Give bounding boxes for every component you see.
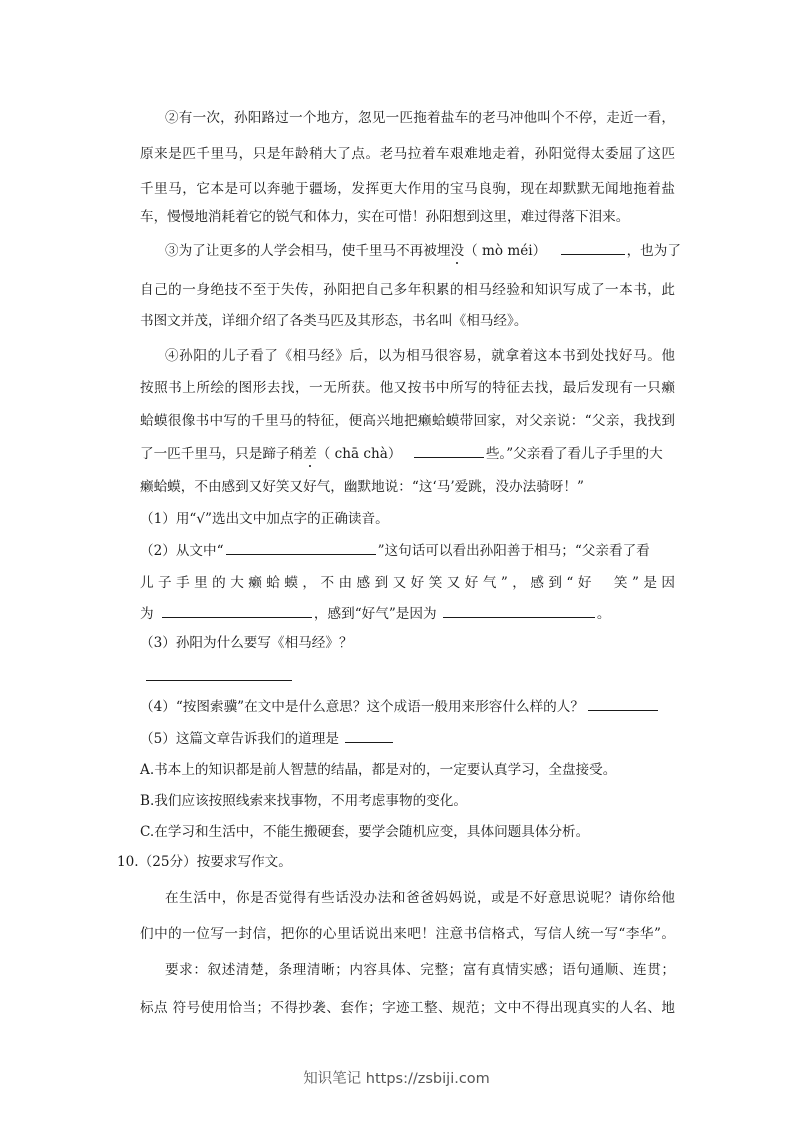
question-2-line-1 — [140, 540, 675, 560]
composition-line-3: 要求：叙述清楚，条理清晰；内容具体、完整；富有真情实感；语句通顺、连贯； — [165, 962, 675, 978]
question-1: （1）用“√”选出文中加点字的正确读音。 — [140, 511, 389, 527]
q2-text-wei: 为 — [140, 606, 154, 622]
p2-line-3: 千里马，它本是可以奔驰于疆场，发挥更大作用的宝马良驹，现在却默默无闻地拖着盐 — [140, 181, 675, 197]
dotted-char-mei: 没 — [450, 243, 465, 259]
question-4-line — [140, 696, 675, 716]
composition-line-1: 在生活中，你是否觉得有些话没办法和爸爸妈妈说，或是不好意思说呢？请你给他 — [165, 890, 675, 906]
composition-line-2: 们中的一位写一封信，把你的心里话说出来吧！注意书信格式，写信人统一写“李华”。 — [140, 926, 675, 942]
answer-blank-q4[interactable] — [588, 696, 658, 711]
answer-blank-q2-quote[interactable] — [226, 540, 376, 555]
question-2-line-2: 儿子手里的大癞蛤蟆，不由感到又好笑又好气”，感到“好 笑”是因 — [140, 575, 675, 591]
pinyin-options-cha: （ chā chà） — [316, 446, 402, 462]
q2-text-angry: ，感到“好气”是因为 — [313, 606, 437, 622]
q2-text-end: 。 — [596, 606, 611, 622]
answer-line-q3[interactable] — [146, 680, 292, 681]
answer-blank-cha[interactable] — [414, 443, 484, 458]
p3-text-c: ，也为了 — [626, 243, 681, 259]
p4-text-c: 些。”父亲看了看儿子手里的大 — [485, 446, 663, 462]
option-c: C.在学习和生活中，不能生搬硬套，要学会随机应变，具体问题具体分析。 — [140, 824, 590, 840]
p3-line-3: 书图文并茂，详细介绍了各类马匹及其形态，书名叫《相马经》。 — [140, 313, 528, 329]
dotted-char-cha: 差 — [303, 446, 317, 462]
p4-text-a: 了一匹千里马，只是蹄子稍 — [140, 446, 304, 462]
footer-watermark: 知识笔记 https://zsbiji.com — [303, 1071, 490, 1087]
p2-line-4: 车，慢慢地消耗着它的锐气和体力，实在可惜！孙阳想到这里，难过得落下泪来。 — [140, 209, 630, 225]
p2-line-1: ②有一次，孙阳路过一个地方，忽见一匹拖着盐车的老马冲他叫个不停，走近一看， — [165, 110, 675, 126]
composition-header: 10.（25分）按要求写作文。 — [117, 854, 292, 870]
p4-line-2: 按照书上所绘的图形去找，一无所获。他又按书中所写的特征去找，最后发现有一只癞 — [140, 380, 675, 396]
question-5-line — [140, 728, 395, 748]
option-b: B.我们应该按照线索来找事物，不用考虑事物的变化。 — [140, 793, 467, 809]
composition-line-4: 标点 符号使用恰当；不得抄袭、套作；字迹工整、规范；文中不得出现真实的人名、地 — [140, 1000, 675, 1016]
answer-blank-q2-funny[interactable] — [162, 603, 312, 618]
answer-blank-mei[interactable] — [561, 240, 625, 255]
question-4: （4）“按图索骥”在文中是什么意思？这个成语一般用来形容什么样的人？ — [140, 699, 584, 715]
p2-line-2: 原来是匹千里马，只是年龄稍大了点。老马拉着车艰难地走着，孙阳觉得太委屈了这匹 — [140, 146, 675, 162]
answer-blank-q2-angry[interactable] — [443, 603, 595, 618]
q2-text-a: （2）从文中“ — [140, 543, 224, 559]
p3-text-a: ③为了让更多的人学会相马，使千里马不再被埋 — [165, 243, 451, 259]
p4-line-1: ④孙阳的儿子看了《相马经》后，以为相马很容易，就拿着这本书到处找好马。他 — [165, 348, 675, 364]
q2-text-b: ”这句话可以看出孙阳善于相马；“父亲看了看 — [377, 543, 650, 559]
option-a: A.书本上的知识都是前人智慧的结晶，都是对的，一定要认真学习，全盘接受。 — [140, 762, 617, 778]
question-2-line-3 — [140, 603, 675, 623]
answer-blank-q5[interactable] — [345, 728, 393, 743]
p4-line-4 — [140, 443, 675, 463]
question-5: （5）这篇文章告诉我们的道理是 — [140, 731, 339, 747]
question-3: （3）孙阳为什么要写《相马经》？ — [140, 635, 353, 651]
p3-line-2: 自己的一身绝技不至于失传，孙阳把自己多年积累的相马经验和知识写成了一本书，此 — [140, 282, 675, 298]
p4-line-3: 蛤蟆很像书中写的千里马的特征，便高兴地把癞蛤蟆带回家，对父亲说：“父亲，我找到 — [140, 413, 675, 429]
p4-line-5: 癞蛤蟆，不由感到又好笑又好气，幽默地说：“这‘马’爱跳，没办法骑呀！” — [140, 479, 584, 495]
p3-line-1 — [165, 240, 681, 260]
pinyin-options-mei: （ mò méi） — [464, 243, 547, 259]
